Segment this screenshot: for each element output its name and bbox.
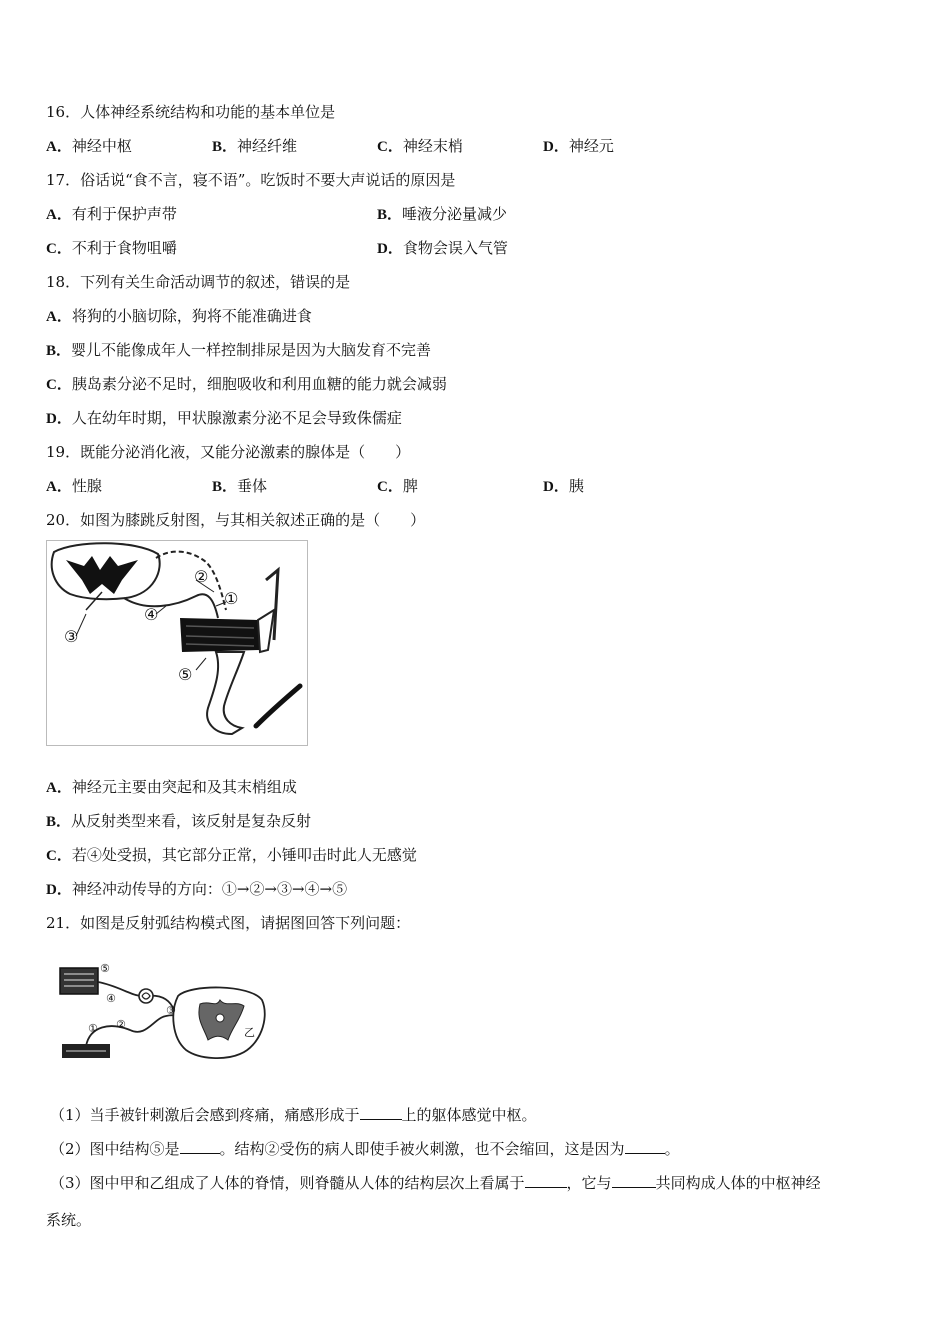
q18-option-b: B．婴儿不能像成年人一样控制排尿是因为大脑发育不完善 <box>46 341 432 359</box>
q19-option-d: D．胰 <box>543 477 584 495</box>
fig21-label-5: ⑤ <box>100 962 110 975</box>
answer-blank[interactable] <box>360 1105 402 1120</box>
answer-blank[interactable] <box>180 1139 220 1154</box>
fig21-label-yi: 乙 <box>244 1026 255 1039</box>
q19-option-b: B．垂体 <box>212 477 268 495</box>
q20-option-c: C．若④处受损，其它部分正常，小锤叩击时此人无感觉 <box>46 846 417 864</box>
fig20-label-4: ④ <box>144 605 159 624</box>
fig20-label-2: ② <box>194 567 209 586</box>
q20-stem: 20．如图为膝跳反射图，与其相关叙述正确的是（ ） <box>46 511 426 529</box>
answer-blank[interactable] <box>612 1173 656 1188</box>
q16-option-a: A．神经中枢 <box>46 137 132 155</box>
q21-sub3-continued: 系统。 <box>46 1211 92 1229</box>
q19-stem: 19．既能分泌消化液，又能分泌激素的腺体是（ ） <box>46 443 411 461</box>
fig21-label-1: ① <box>88 1022 98 1035</box>
q20-option-a: A．神经元主要由突起和及其末梢组成 <box>46 778 297 796</box>
q16-option-b: B．神经纤维 <box>212 137 298 155</box>
knee-jerk-reflex-figure <box>46 540 308 746</box>
q18-option-c: C．胰岛素分泌不足时，细胞吸收和利用血糖的能力就会减弱 <box>46 375 447 393</box>
fig20-label-5: ⑤ <box>178 665 193 684</box>
q19-option-a: A．性腺 <box>46 477 102 495</box>
q17-option-c: C．不利于食物咀嚼 <box>46 239 177 257</box>
q20-option-d: D．神经冲动传导的方向：①→②→③→④→⑤ <box>46 880 348 898</box>
q16-stem: 16．人体神经系统结构和功能的基本单位是 <box>46 103 336 121</box>
q21-sub1: （1）当手被针刺激后会感到疼痛，痛感形成于 上的躯体感觉中枢。 <box>50 1106 537 1124</box>
answer-blank[interactable] <box>625 1139 665 1154</box>
q17-option-d: D．食物会误入气管 <box>377 239 508 257</box>
fig20-label-1: ① <box>224 589 239 608</box>
q19-option-c: C．脾 <box>377 477 418 495</box>
q20-option-b: B．从反射类型来看，该反射是复杂反射 <box>46 812 312 830</box>
answer-blank[interactable] <box>525 1173 567 1188</box>
q17-option-a: A．有利于保护声带 <box>46 205 177 223</box>
q21-stem: 21．如图是反射弧结构模式图，请据图回答下列问题： <box>46 914 411 932</box>
q21-sub3: （3）图中甲和乙组成了人体的脊情，则脊髓从人体的结构层次上看属于 ，它与 共同构成人体的中枢神经 <box>50 1174 821 1192</box>
q21-sub2: （2）图中结构⑤是 。结构②受伤的病人即使手被火刺激，也不会缩回，这是因为 。 <box>50 1140 680 1158</box>
reflex-arc-figure <box>50 956 270 1072</box>
fig21-label-4: ④ <box>106 992 116 1005</box>
q18-option-d: D．人在幼年时期，甲状腺激素分泌不足会导致侏儒症 <box>46 409 402 427</box>
q18-stem: 18．下列有关生命活动调节的叙述，错误的是 <box>46 273 351 291</box>
q18-option-a: A．将狗的小脑切除，狗将不能准确进食 <box>46 307 312 325</box>
q17-stem: 17．俗话说“食不言，寝不语”。吃饭时不要大声说话的原因是 <box>46 171 456 189</box>
q16-option-c: C．神经末梢 <box>377 137 463 155</box>
fig21-label-2: ② <box>116 1018 126 1031</box>
fig20-label-3: ③ <box>64 627 79 646</box>
fig21-label-3: ③ <box>166 1004 176 1017</box>
q16-option-d: D．神经元 <box>543 137 614 155</box>
q17-option-b: B．唾液分泌量减少 <box>377 205 508 223</box>
